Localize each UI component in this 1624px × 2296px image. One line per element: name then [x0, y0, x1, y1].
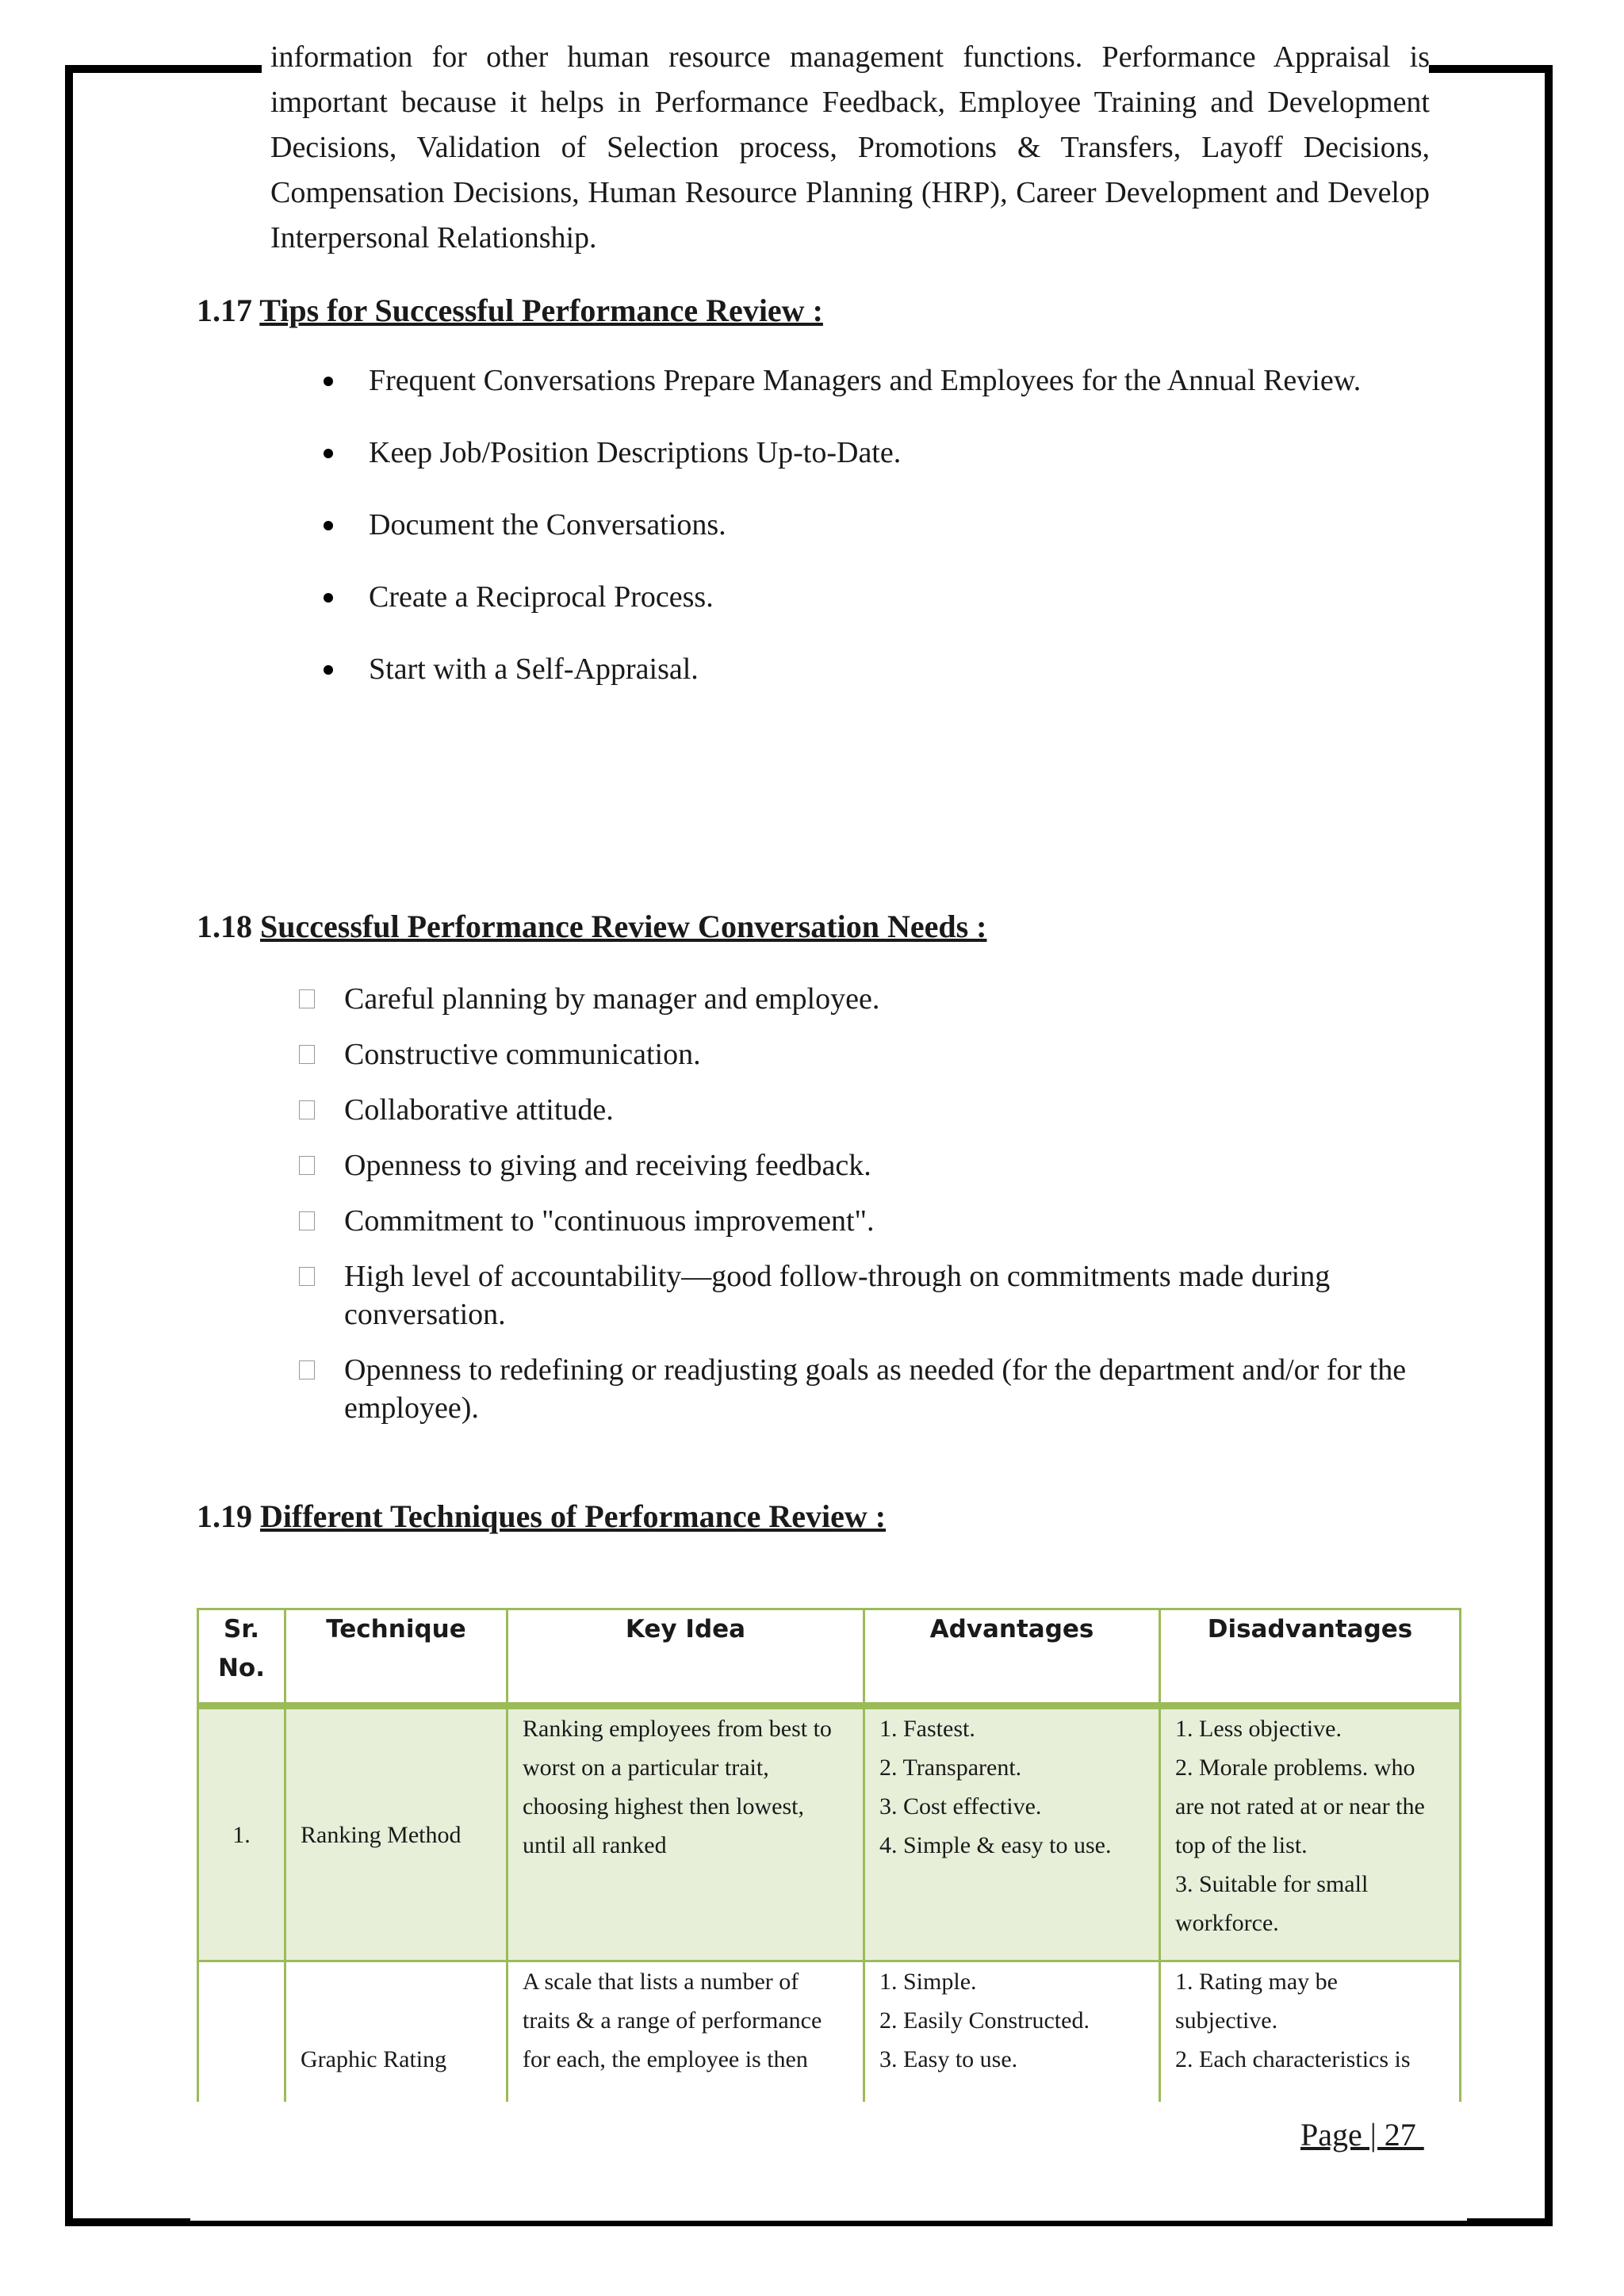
cell-line: worst on a particular trait,	[523, 1755, 769, 1781]
page-number: Page | 27	[1300, 2117, 1424, 2152]
header-sr-line2: No.	[217, 1654, 266, 1682]
section-title: Tips for Successful Performance Review :	[259, 293, 823, 328]
cell-line: workforce.	[1175, 1910, 1279, 1936]
need-item: Careful planning by manager and employee.	[344, 980, 1438, 1018]
intro-paragraph: information for other human resource management functions. Performance Appraisal is important because it helps in Performance Feedback, Employee Training and Development Decisions, Validation of Selection process, Promotions & Transfers, Layoff Decisions, Compensation Decisions, Human Resource Planning (HRP), Career Development and Develop Interpersonal Relationship.	[270, 40, 1430, 254]
cell-line: Ranking employees from best to	[523, 1716, 832, 1742]
header-key-idea: Key Idea	[508, 1609, 864, 1706]
cell-line: 3. Cost effective.	[879, 1793, 1042, 1820]
section-number: 1.18	[197, 909, 252, 944]
tip-item: Create a Reciprocal Process.	[369, 575, 1430, 620]
needs-list	[344, 980, 1438, 1445]
header-disadvantages: Disadvantages	[1160, 1609, 1461, 1706]
cell-line: 3. Easy to use.	[879, 2046, 1018, 2072]
need-item: High level of accountability—good follow-through on commitments made during conversation.	[344, 1257, 1438, 1334]
table-row	[198, 1706, 1461, 1961]
tip-item: Document the Conversations.	[369, 503, 1430, 548]
cell-line: 4. Simple & easy to use.	[879, 1832, 1112, 1858]
cell-line: 1. Less objective.	[1175, 1716, 1342, 1742]
tip-item: Keep Job/Position Descriptions Up-to-Date.	[369, 430, 1430, 476]
cell-line: 2. Easily Constructed.	[879, 2007, 1090, 2034]
section-title: Different Techniques of Performance Review :	[260, 1498, 887, 1534]
tips-list	[369, 358, 1430, 692]
cell-line: 1. Fastest.	[879, 1716, 975, 1742]
section-heading-1-18	[197, 908, 986, 945]
cell-line: A scale that lists a number of	[523, 1969, 799, 1995]
section-heading-1-19	[197, 1498, 886, 1535]
need-item: Openness to giving and receiving feedback.	[344, 1146, 1438, 1184]
cell-line: 1. Rating may be	[1175, 1969, 1338, 1995]
cell-line: top of the list.	[1175, 1832, 1308, 1858]
table-header-row	[198, 1609, 1461, 1706]
cell-disadvantages	[1160, 1706, 1461, 1961]
cell-line: 2. Morale problems. who	[1175, 1755, 1415, 1781]
cell-line: 3. Suitable for small	[1175, 1871, 1369, 1897]
cell-line: 2. Transparent.	[879, 1755, 1022, 1781]
cell-advantages	[864, 1706, 1160, 1961]
need-item: Collaborative attitude.	[344, 1091, 1438, 1129]
cell-technique: Graphic Rating	[285, 1961, 508, 2217]
cell-technique: Ranking Method	[285, 1706, 508, 1961]
tip-item: Frequent Conversations Prepare Managers and Employees for the Annual Review.	[369, 358, 1430, 404]
cell-key-idea	[508, 1706, 864, 1961]
tip-item: Start with a Self-Appraisal.	[369, 647, 1430, 692]
header-advantages: Advantages	[864, 1609, 1160, 1706]
section-number: 1.17	[197, 293, 252, 328]
cell-sr: 1.	[198, 1706, 285, 1961]
section-title: Successful Performance Review Conversation Needs :	[260, 909, 987, 944]
cell-line: until all ranked	[523, 1832, 667, 1858]
cell-line: choosing highest then lowest,	[523, 1793, 804, 1820]
need-item: Openness to redefining or readjusting goals as needed (for the department and/or for the employee).	[344, 1351, 1438, 1427]
cell-line: 2. Each characteristics is	[1175, 2046, 1411, 2072]
cell-line: traits & a range of performance	[523, 2007, 822, 2034]
section-number: 1.19	[197, 1498, 252, 1534]
header-sr-no	[198, 1609, 285, 1706]
section-heading-1-17	[197, 292, 823, 329]
header-sr-line1: Sr.	[224, 1615, 259, 1644]
need-item: Constructive communication.	[344, 1035, 1438, 1073]
cell-line: subjective.	[1175, 2007, 1278, 2034]
cell-line: are not rated at or near the	[1175, 1793, 1425, 1820]
table-page-break	[190, 2102, 1467, 2221]
need-item: Commitment to "continuous improvement".	[344, 1202, 1438, 1240]
header-technique: Technique	[285, 1609, 508, 1706]
cell-line: 1. Simple.	[879, 1969, 977, 1995]
cell-line: for each, the employee is then	[523, 2046, 808, 2072]
